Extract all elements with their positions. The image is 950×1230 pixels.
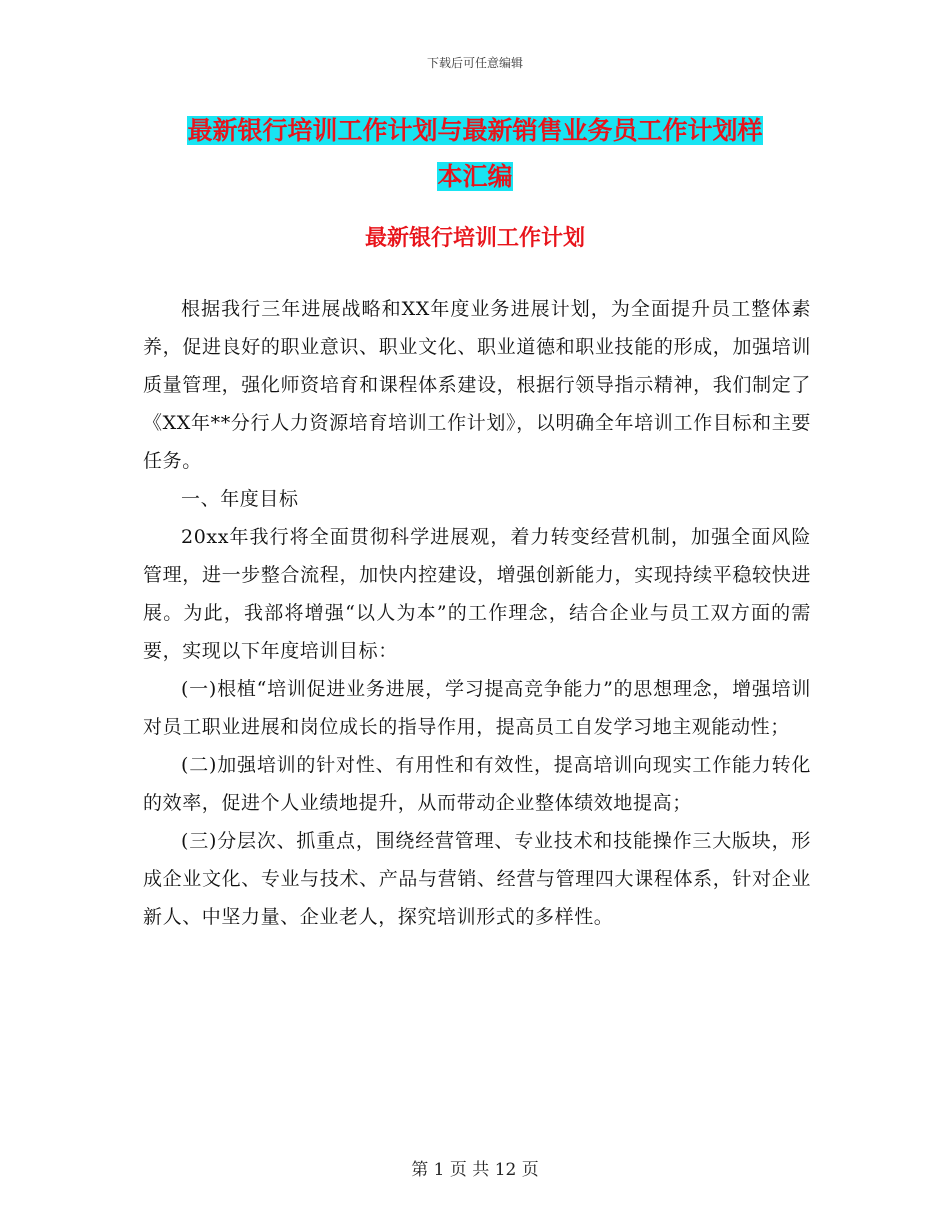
paragraph-goal-2: (二)加强培训的针对性、有用性和有效性，提高培训向现实工作能力转化的效率，促进个人业绩地提升，从而带动企业整体绩效地提高； [143,754,811,814]
heading-annual-goals: 一、年度目标 [181,488,299,510]
document-title [145,108,805,200]
paragraph-intro: 根据我行三年进展战略和XX年度业务进展计划，为全面提升员工整体素养，促进良好的职业意识、职业文化、职业道德和职业技能的形成，加强培训质量管理，强化师资培育和课程体系建设，根据行领导指示精神，我们制定了《XX年**分行人力资源培育培训工作计划》，以明确全年培训工作目标和主要任务。 [143,298,811,472]
document-title-line-2: 本汇编 [437,162,513,191]
header-note: 下载后可任意编辑 [426,56,523,70]
paragraph-goal-3: (三)分层次、抓重点，围绕经营管理、专业技术和技能操作三大版块，形成企业文化、专业与技术、产品与营销、经营与管理四大课程体系，针对企业新人、中坚力量、企业老人，探究培训形式的多样性。 [143,830,811,928]
paragraph-annual-goals: 20xx年我行将全面贯彻科学进展观，着力转变经营机制，加强全面风险管理，进一步整合流程，加快内控建设，增强创新能力，实现持续平稳较快进展。为此，我部将增强“以人为本”的工作理念，结合企业与员工双方面的需要，实现以下年度培训目标： [143,526,811,662]
document-title-line-1: 最新银行培训工作计划与最新销售业务员工作计划样 [187,116,763,145]
document-body [143,290,811,936]
paragraph-goal-1: (一)根植“培训促进业务进展，学习提高竞争能力”的思想理念，增强培训对员工职业进展和岗位成长的指导作用，提高员工自发学习地主观能动性； [143,678,811,738]
section-title: 最新银行培训工作计划 [364,226,585,251]
page-number-footer: 第 1 页 共 12 页 [411,1160,539,1180]
